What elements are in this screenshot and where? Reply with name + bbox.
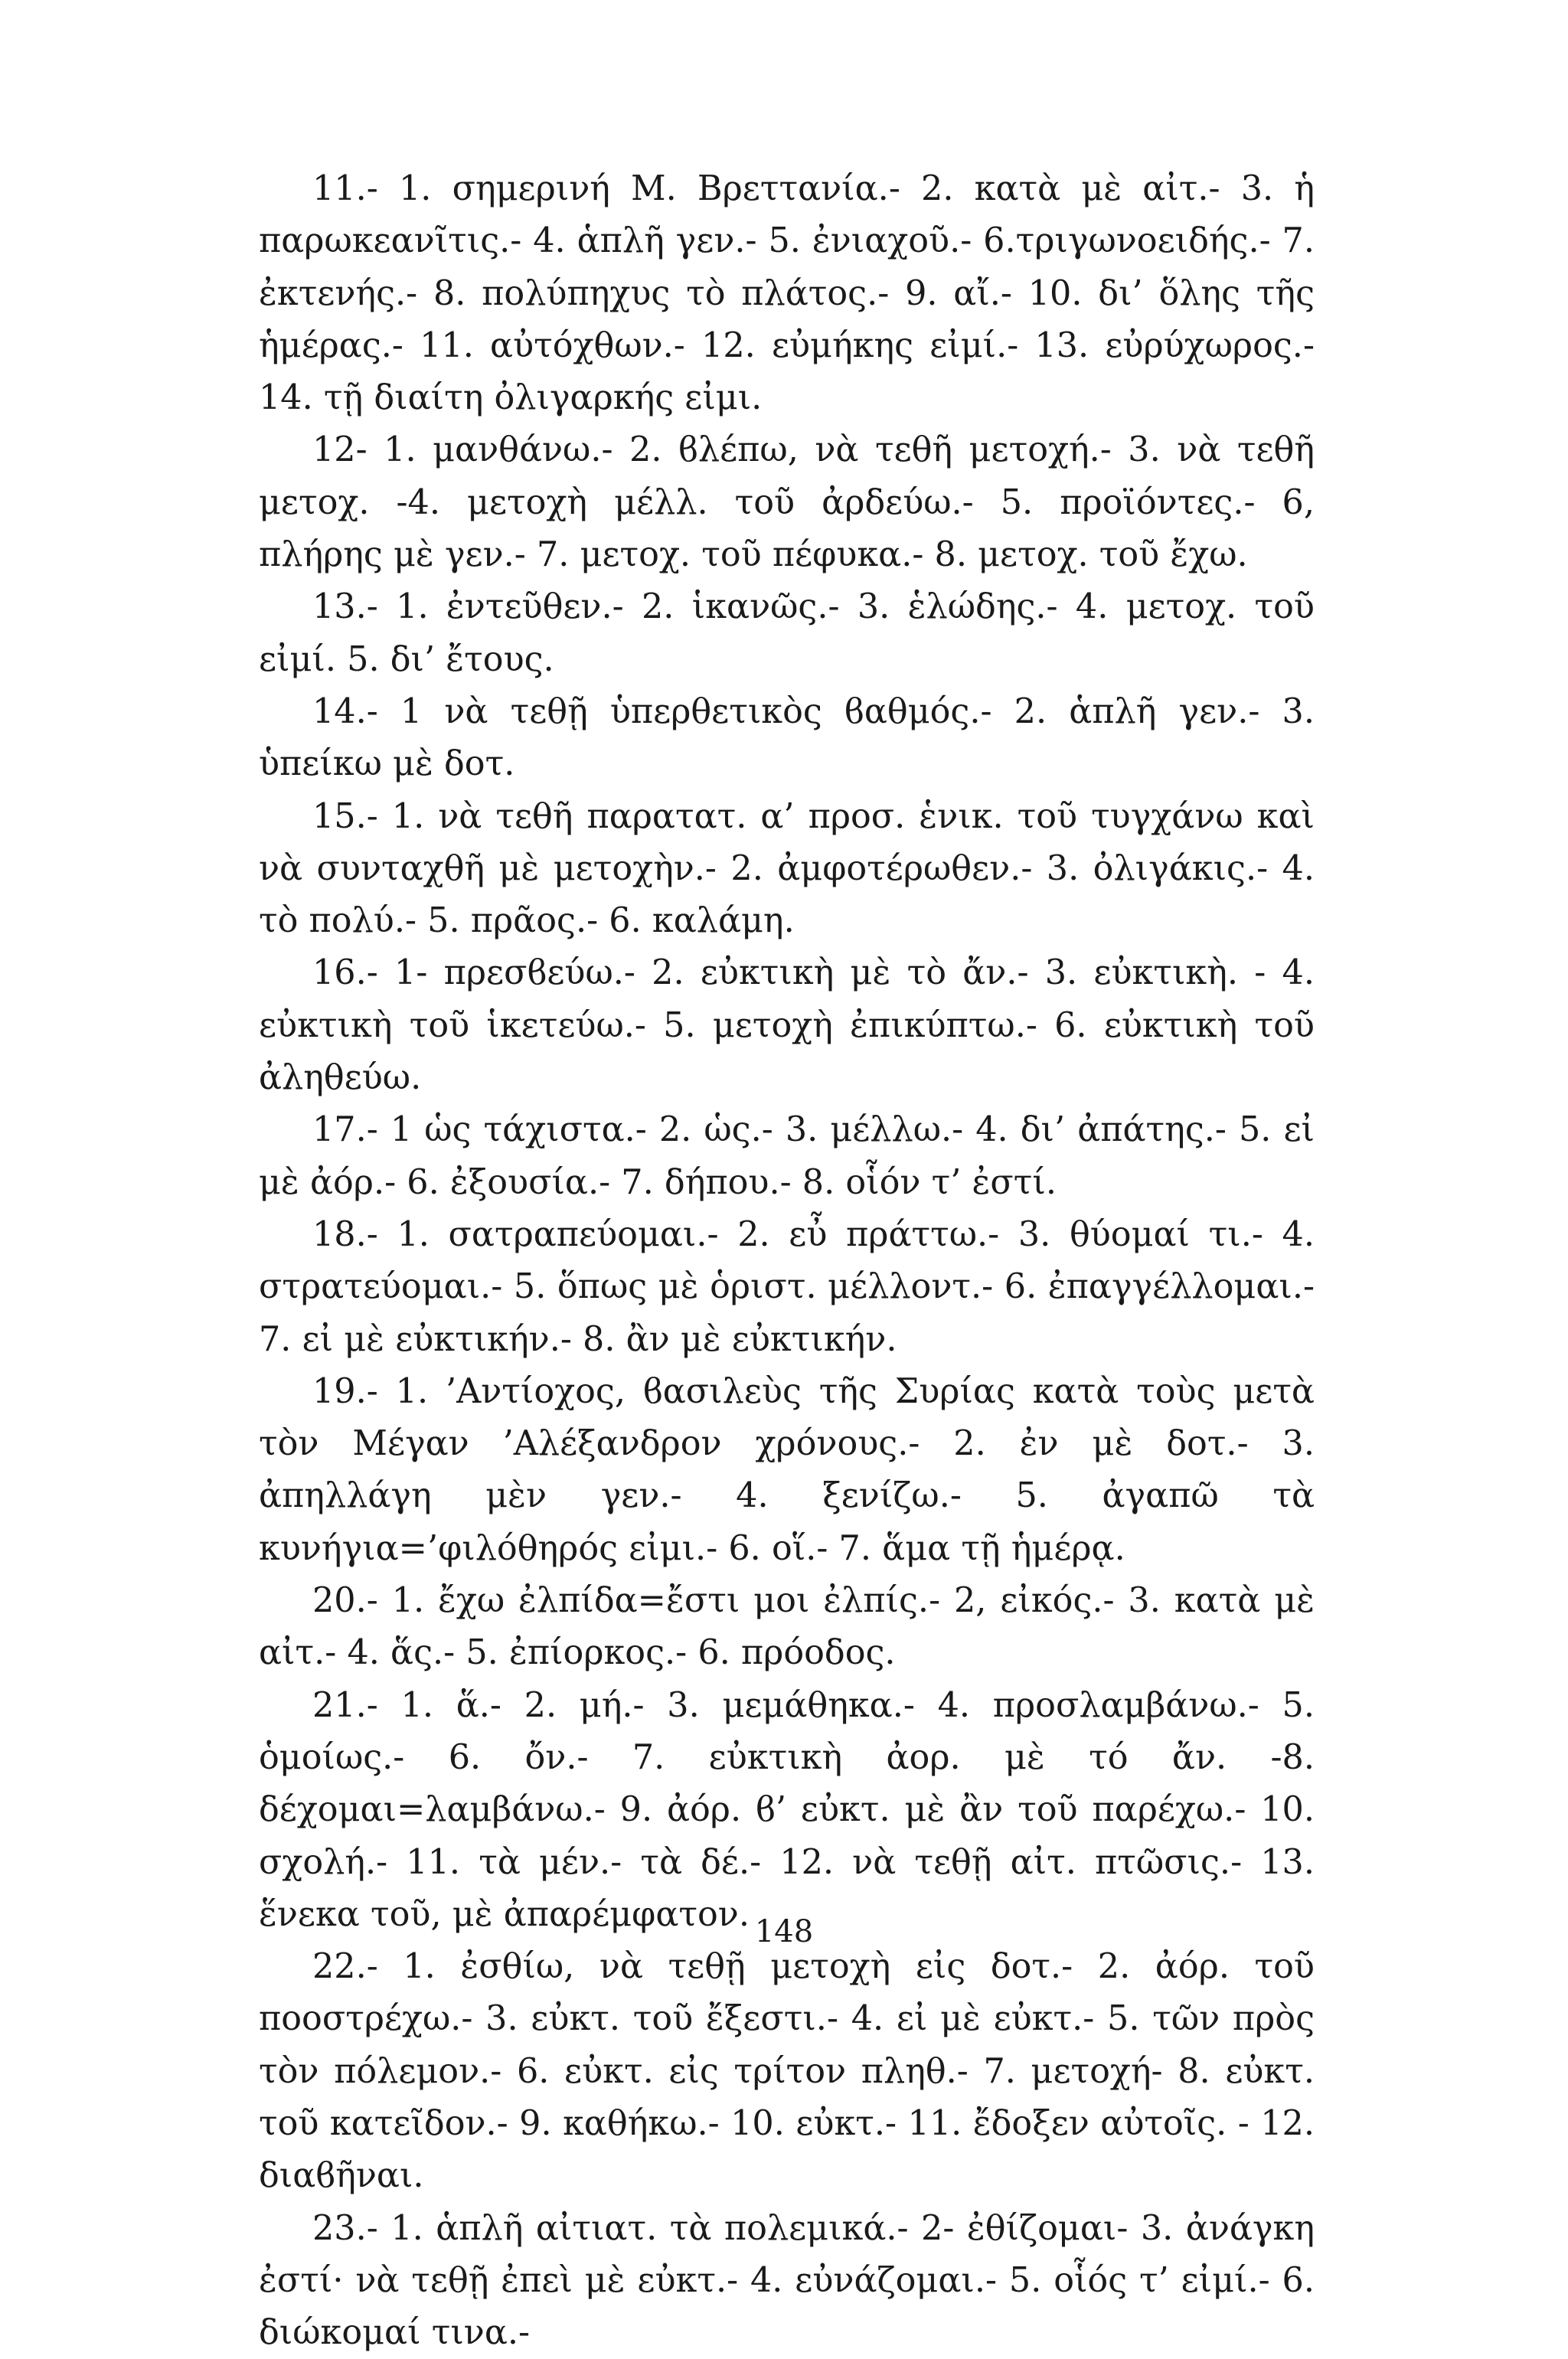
paragraph-16: 16.- 1- πρεσϐεύω.- 2. εὐκτικὴ μὲ τὸ ἄν.- 3. εὐκτικὴ. - 4. εὐκτικὴ τοῦ ἱκετεύω.- 5. μετοχὴ ἐπικύπτω.- 6. εὐκτικὴ τοῦ ἀληθεύω. [259,953,1315,1098]
paragraph-23: 23.- 1. ἁπλῆ αἰτιατ. τὰ πολεμικά.- 2- ἐθίζομαι- 3. ἀνάγκη ἐστί· νὰ τεθῇ ἐπεὶ μὲ εὐκτ.- 4. εὐνάζομαι.- 5. οἷός τ’ εἰμί.- 6. διώκομαί τινα.- [259,2208,1315,2353]
paragraph-11: 11.- 1. σημερινή Μ. Βρεττανία.- 2. κατὰ μὲ αἰτ.- 3. ἡ παρωκεανῖτις.- 4. ἁπλῆ γεν.- 5. ἐνιαχοῦ.- 6.τριγωνοειδής.- 7. ἐκτενής.- 8. πολύπηχυς τὸ πλάτος.- 9. αἴ.- 10. δι’ ὅλης τῆς ἡμέρας.- 11. αὐτόχθων.- 12. εὐμήκης εἰμί.- 13. εὐρύχωρος.- 14. τῇ διαίτη ὀλιγαρκής εἰμι. [259,169,1315,418]
paragraph-22: 22.- 1. ἐσθίω, νὰ τεθῇ μετοχὴ εἰς δοτ.- 2. ἀόρ. τοῦ ποοστρέχω.- 3. εὐκτ. τοῦ ἔξεστι.- 4. εἰ μὲ εὐκτ.- 5. τῶν πρὸς τὸν πόλεμον.- 6. εὐκτ. εἰς τρίτον πληθ.- 7. μετοχή- 8. εὐκτ. τοῦ κατεῖδον.- 9. καθήκω.- 10. εὐκτ.- 11. ἔδοξεν αὐτοῖς. - 12. διαϐῆναι. [259,1947,1315,2196]
paragraph-12: 12- 1. μανθάνω.- 2. ϐλέπω, νὰ τεθῆ μετοχή.- 3. νὰ τεθῆ μετοχ. -4. μετοχὴ μέλλ. τοῦ ἀρδεύω.- 5. προϊόντες.- 6, πλήρης μὲ γεν.- 7. μετοχ. τοῦ πέφυκα.- 8. μετοχ. τοῦ ἔχω. [259,430,1315,575]
paragraph-15: 15.- 1. νὰ τεθῆ παρατατ. α’ προσ. ἑνικ. τοῦ τυγχάνω καὶ νὰ συνταχθῆ μὲ μετοχὴν.- 2. ἀμφοτέρωθεν.- 3. ὀλιγάκις.- 4. τὸ πολύ.- 5. πρᾶος.- 6. καλάμη. [259,796,1315,941]
paragraph-18: 18.- 1. σατραπεύομαι.- 2. εὖ πράττω.- 3. θύομαί τι.- 4. στρατεύομαι.- 5. ὅπως μὲ ὁριστ. μέλλοντ.- 6. ἐπαγγέλλομαι.- 7. εἰ μὲ εὐκτικήν.- 8. ἂν μὲ εὐκτικήν. [259,1214,1315,1359]
paragraph-19: 19.- 1. ’Αντίοχος, ϐασιλεὺς τῆς Συρίας κατὰ τοὺς μετὰ τὸν Μέγαν ’Αλέξανδρον χρόνους.- 2. ἐν μὲ δοτ.- 3. ἀπηλλάγη μὲν γεν.- 4. ξενίζω.- 5. ἀγαπῶ τὰ κυνήγια=’φιλόθηρός εἰμι.- 6. οἵ.- 7. ἅμα τῇ ἡμέρᾳ. [259,1371,1315,1568]
page-number: 148 [754,1914,814,1949]
paragraph-20: 20.- 1. ἔχω ἐλπίδα=ἔστι μοι ἐλπίς.- 2, εἰκός.- 3. κατὰ μὲ αἰτ.- 4. ἅς.- 5. ἐπίορκος.- 6. πρόοδος. [259,1581,1315,1673]
paragraph-14: 14.- 1 νὰ τεθῇ ὑπερθετικὸς ϐαθμός.- 2. ἁπλῆ γεν.- 3. ὑπείκω μὲ δοτ. [259,691,1315,784]
page-body [259,163,1315,2359]
paragraph-13: 13.- 1. ἐντεῦθεν.- 2. ἱκανῶς.- 3. ἑλώδης.- 4. μετοχ. τοῦ εἰμί. 5. δι’ ἔτους. [259,587,1315,679]
paragraph-21: 21.- 1. ἅ.- 2. μή.- 3. μεμάθηκα.- 4. προσλαμβάνω.- 5. ὁμοίως.- 6. ὄν.- 7. εὐκτικὴ ἀορ. μὲ τό ἄν. -8. δέχομαι=λαμβάνω.- 9. ἀόρ. ϐ’ εὐκτ. μὲ ἂν τοῦ παρέχω.- 10. σχολή.- 11. τὰ μέν.- τὰ δέ.- 12. νὰ τεθῇ αἰτ. πτῶσις.- 13. ἕνεκα τοῦ, μὲ ἀπαρέμφατον. [259,1685,1315,1934]
paragraph-17: 17.- 1 ὡς τάχιστα.- 2. ὡς.- 3. μέλλω.- 4. δι’ ἀπάτης.- 5. εἰ μὲ ἀόρ.- 6. ἐξουσία.- 7. δήπου.- 8. οἷόν τ’ ἐστί. [259,1110,1315,1202]
